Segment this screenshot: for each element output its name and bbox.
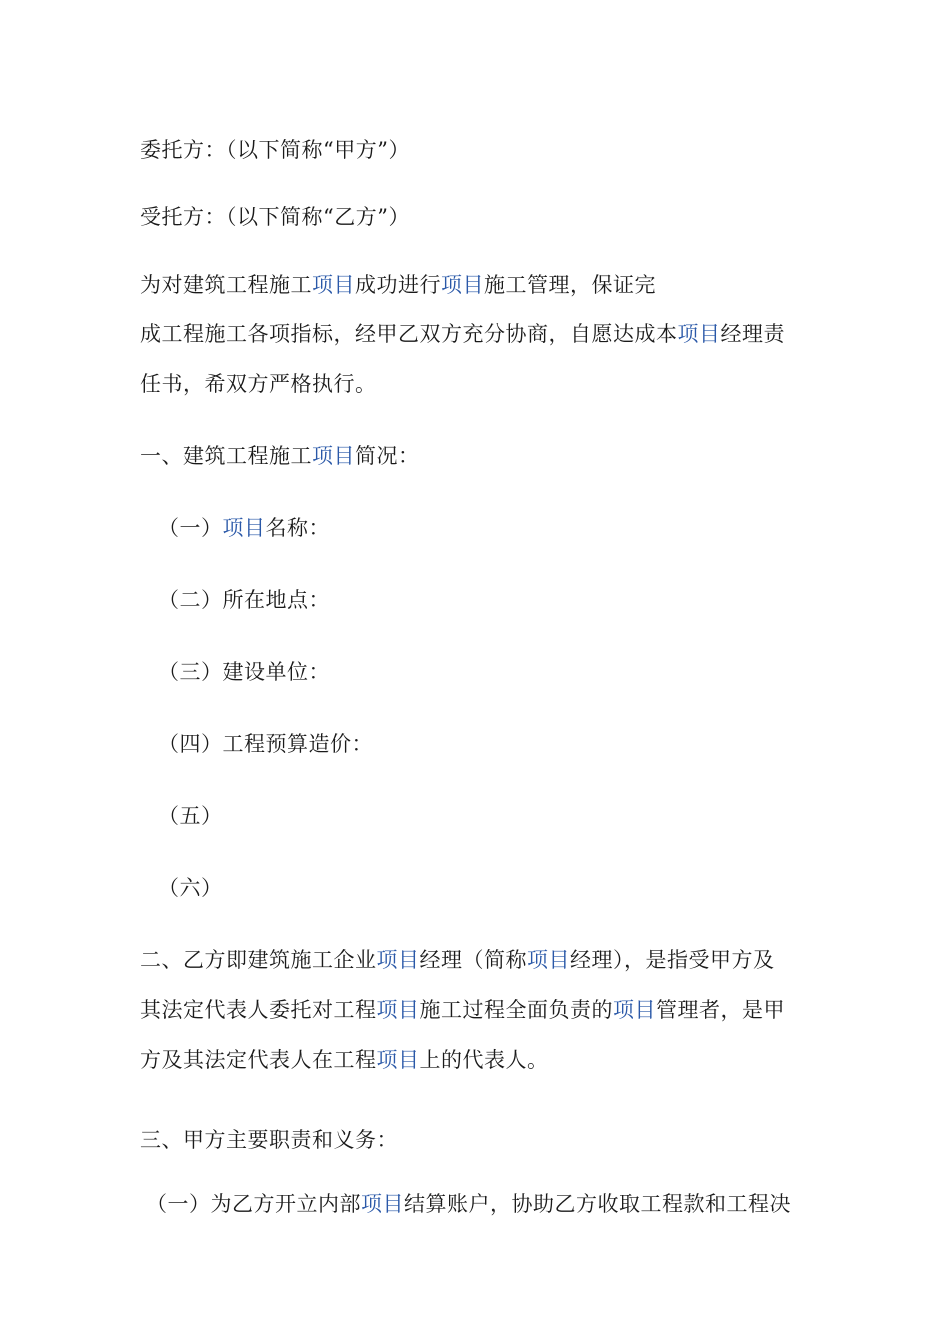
keyword-highlight: 项目	[312, 444, 355, 468]
intro-paragraph-line-3: 任书，希双方严格执行。	[140, 372, 377, 396]
section-1-item-2: （二）所在地点：	[158, 588, 330, 612]
keyword-highlight: 项目	[376, 948, 420, 972]
section-2-line-2: 其法定代表人委托对工程项目施工过程全面负责的项目管理者，是甲	[140, 998, 785, 1022]
keyword-highlight: 项目	[222, 516, 266, 540]
section-3-item-1: （一）为乙方开立内部项目结算账户，协助乙方收取工程款和工程决	[146, 1192, 791, 1216]
section-2-line-3: 方及其法定代表人在工程项目上的代表人。	[140, 1048, 549, 1072]
keyword-highlight: 项目	[441, 273, 484, 297]
keyword-highlight: 项目	[376, 1048, 420, 1072]
trustee-party-line: 受托方：（以下简称“乙方”）	[140, 205, 410, 229]
section-1-item-3: （三）建设单位：	[158, 660, 330, 684]
section-2-line-1: 二、乙方即建筑施工企业项目经理（简称项目经理），是指受甲方及	[140, 948, 775, 972]
intro-paragraph-line-2: 成工程施工各项指标，经甲乙双方充分协商，自愿达成本项目经理责	[140, 322, 785, 346]
keyword-highlight: 项目	[312, 273, 355, 297]
section-3-heading: 三、甲方主要职责和义务：	[140, 1128, 398, 1152]
section-1-item-4: （四）工程预算造价：	[158, 732, 373, 756]
keyword-highlight: 项目	[613, 998, 656, 1022]
keyword-highlight: 项目	[361, 1192, 404, 1216]
section-1-item-5: （五）	[158, 804, 223, 828]
keyword-highlight: 项目	[527, 948, 570, 972]
keyword-highlight: 项目	[376, 998, 420, 1022]
section-1-item-1: （一）项目名称：	[158, 516, 330, 540]
client-party-line: 委托方：（以下简称“甲方”）	[140, 138, 410, 162]
intro-paragraph-line-1: 为对建筑工程施工项目成功进行项目施工管理，保证完	[140, 273, 656, 297]
section-1-item-6: （六）	[158, 876, 223, 900]
section-1-heading: 一、建筑工程施工项目简况：	[140, 444, 420, 468]
keyword-highlight: 项目	[677, 322, 721, 346]
